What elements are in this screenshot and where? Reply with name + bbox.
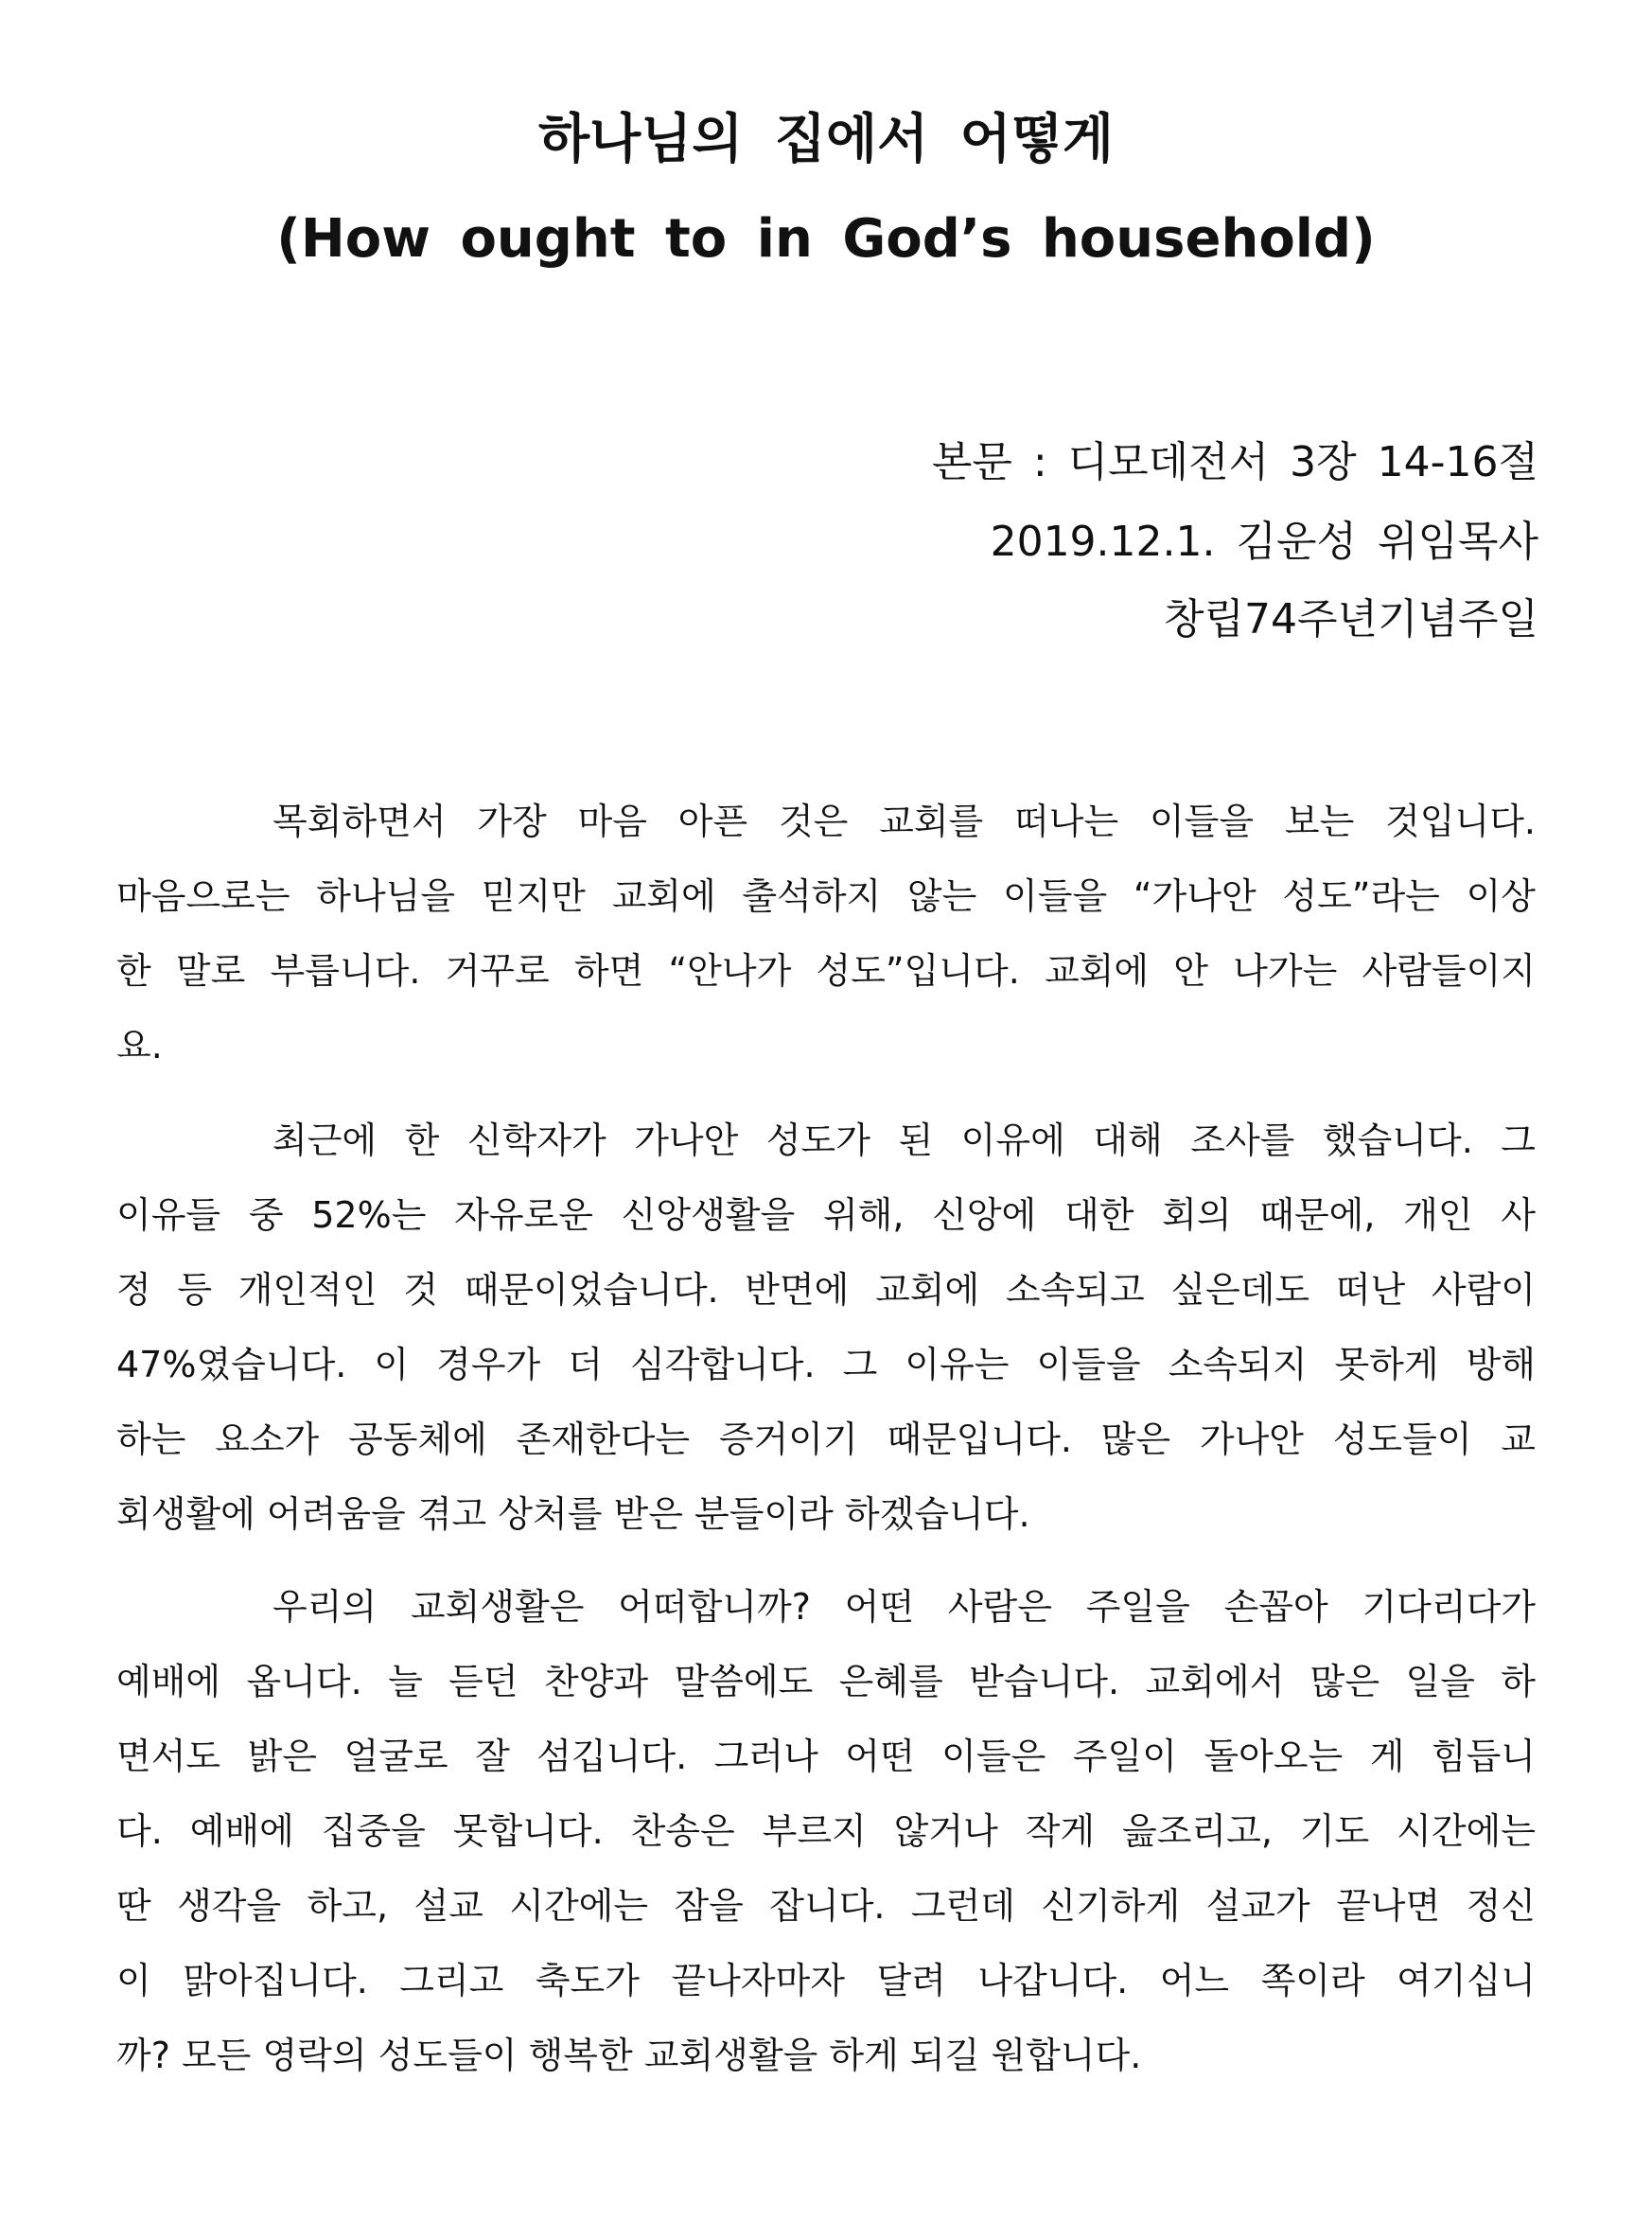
paragraph-line: 다. 예배에 집중을 못합니다. 찬송은 부르지 않거나 작게 읊조리고, 기도 시간에는 [116, 1810, 1536, 1852]
paragraph-line: 회생활에 어려움을 겪고 상처를 받은 분들이라 하겠습니다. [116, 1493, 1030, 1535]
paragraph-line: 이유들 중 52%는 자유로운 신앙생활을 위해, 신앙에 대한 회의 때문에, 개인 사 [116, 1194, 1536, 1236]
paragraph-line: 한 말로 부릅니다. 거꾸로 하면 “안나가 성도”입니다. 교회에 안 나가는 사람들이지 [116, 950, 1536, 992]
paragraph-line: 하는 요소가 공동체에 존재한다는 증거이기 때문입니다. 많은 가나안 성도들이 교 [116, 1419, 1536, 1460]
title-english: (How ought to in God’s household) [276, 208, 1376, 270]
paragraph-line: 우리의 교회생활은 어떠합니까? 어떤 사람은 주일을 손꼽아 기다리다가 [272, 1586, 1536, 1628]
occasion: 창립74주년기념주일 [1163, 595, 1538, 643]
paragraph-line: 47%였습니다. 이 경우가 더 심각합니다. 그 이유는 이들을 소속되지 못하게 방해 [116, 1344, 1536, 1385]
paragraph-line: 마음으로는 하나님을 믿지만 교회에 출석하지 않는 이들을 “가나안 성도”라는 이상 [116, 875, 1536, 917]
paragraph-line: 이 맑아집니다. 그리고 축도가 끝나자마자 달려 나갑니다. 어느 쪽이라 여기십니 [116, 1960, 1536, 2001]
date-author: 2019.12.1. 김운성 위임목사 [990, 518, 1538, 566]
paragraph-line: 최근에 한 신학자가 가나안 성도가 된 이유에 대해 조사를 했습니다. 그 [272, 1119, 1536, 1161]
paragraph-line: 면서도 밝은 얼굴로 잘 섬깁니다. 그러나 어떤 이들은 주일이 돌아오는 게 힘듭니 [116, 1736, 1536, 1777]
title-korean: 하나님의 집에서 어떻게 [538, 109, 1114, 170]
paragraph-line: 예배에 옵니다. 늘 듣던 찬양과 말씀에도 은혜를 받습니다. 교회에서 많은 일을 하 [116, 1661, 1536, 1702]
scripture-reference: 본문 : 디모데전서 3장 14-16절 [931, 438, 1538, 486]
paragraph-line: 정 등 개인적인 것 때문이었습니다. 반면에 교회에 소속되고 싶은데도 떠난 사람이 [116, 1269, 1536, 1311]
paragraph-line: 딴 생각을 하고, 설교 시간에는 잠을 잡니다. 그런데 신기하게 설교가 끝나면 정신 [116, 1885, 1536, 1927]
paragraph-line: 까? 모든 영락의 성도들이 행복한 교회생활을 하게 되길 원합니다. [116, 2035, 1142, 2076]
paragraph-line: 요. [116, 1025, 163, 1066]
paragraph-line: 목회하면서 가장 마음 아픈 것은 교회를 떠나는 이들을 보는 것입니다. [272, 801, 1536, 842]
